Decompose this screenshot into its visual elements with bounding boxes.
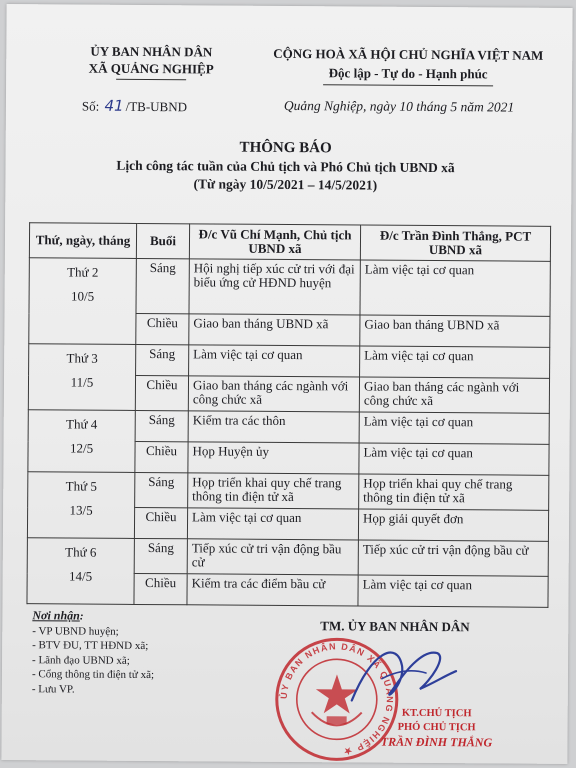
notice-date-range: (Từ ngày 10/5/2021 – 14/5/2021) xyxy=(193,176,378,193)
table-header-row xyxy=(29,223,550,262)
session-cell: Sáng xyxy=(135,410,188,441)
svg-text:ỦY BAN NHÂN DÂN XÃ QUẢNG NGHIỆ: ỦY BAN NHÂN DÂN XÃ QUẢNG NGHIỆP ★ xyxy=(278,641,395,758)
notice-subtitle: Lịch công tác tuần của Chủ tịch và Phó Chủ tịch UBND xã xyxy=(116,157,455,176)
vice-chairman-task: Họp giải quyết đơn xyxy=(358,509,548,541)
notice-title-block xyxy=(65,136,505,195)
vice-chairman-task: Làm việc tại cơ quan xyxy=(359,443,549,475)
authority-underline xyxy=(116,79,186,80)
day-date: 13/5 xyxy=(69,502,93,518)
vice-chairman-task: Họp triển khai quy chế trang thông tin điện tử xã xyxy=(359,474,549,510)
national-motto xyxy=(258,44,558,87)
day-name: Thứ 3 xyxy=(66,350,98,366)
day-cell xyxy=(28,410,135,473)
day-name: Thứ 5 xyxy=(65,478,97,494)
table-row xyxy=(29,344,550,379)
motto-line-2: Độc lập - Tự do - Hạnh phúc xyxy=(328,65,488,82)
day-date: 12/5 xyxy=(69,440,94,456)
chairman-task: Giao ban tháng UBND xã xyxy=(189,314,360,346)
recipient-item: - BTV ĐU, TT HĐND xã; xyxy=(32,639,149,653)
table-row xyxy=(27,538,548,577)
session-cell: Chiều xyxy=(135,375,188,410)
vice-chairman-task: Tiếp xúc cử tri vận động bầu cử xyxy=(358,540,548,576)
chairman-task: Họp Huyện ủy xyxy=(188,442,359,474)
session-cell: Sáng xyxy=(135,472,188,507)
recipients-label: Nơi nhận xyxy=(32,608,80,623)
recipient-item: - Lãnh đạo UBND xã; xyxy=(32,653,130,667)
header-session: Buổi xyxy=(136,223,189,258)
chairman-task: Kiểm tra các điểm bầu cử xyxy=(187,574,358,606)
signer-role-1: KT.CHỦ TỊCH xyxy=(401,707,472,720)
vice-chairman-task: Giao ban tháng các ngành với công chức xã xyxy=(359,377,549,413)
session-cell: Chiều xyxy=(136,313,189,344)
day-cell xyxy=(27,472,134,539)
session-cell: Sáng xyxy=(134,538,187,573)
handwritten-number: 41 xyxy=(104,96,124,115)
day-name: Thứ 2 xyxy=(67,264,99,280)
authority-line-1: ỦY BAN NHÂN DÂN xyxy=(90,43,213,60)
day-cell xyxy=(29,258,137,345)
recipients-block xyxy=(32,608,155,697)
table-row xyxy=(29,258,550,317)
vice-chairman-task: Làm việc tại cơ quan xyxy=(359,412,549,444)
chairman-task: Giao ban tháng các ngành với công chức xã xyxy=(188,376,359,412)
signer-name: TRẦN ĐÌNH THẮNG xyxy=(380,734,493,750)
place-date: Quảng Nghiệp, ngày 10 tháng 5 năm 2021 xyxy=(283,97,515,115)
notice-title: THÔNG BÁO xyxy=(239,139,332,157)
number-label: Số: xyxy=(81,98,100,114)
header-day: Thứ, ngày, tháng xyxy=(29,223,136,259)
session-cell: Chiều xyxy=(135,441,188,472)
chairman-task: Kiểm tra các thôn xyxy=(188,411,359,443)
vice-chairman-task: Làm việc tại cơ quan xyxy=(360,260,550,316)
session-cell: Chiều xyxy=(134,507,187,538)
day-cell xyxy=(27,538,134,605)
vice-chairman-task: Làm việc tại cơ quan xyxy=(358,575,548,607)
issuing-authority xyxy=(46,42,256,80)
signer-block xyxy=(361,707,511,750)
day-date: 11/5 xyxy=(70,374,94,390)
chairman-task: Họp triển khai quy chế trang thông tin điện tử xã xyxy=(188,473,359,509)
signer-role-2: PHÓ CHỦ TỊCH xyxy=(397,721,476,734)
table-row xyxy=(28,472,549,511)
chairman-task: Làm việc tại cơ quan xyxy=(189,345,360,377)
header-vice-chairman: Đ/c Trần Đình Thắng, PCT UBND xã xyxy=(360,225,550,261)
chairman-task: Tiếp xúc cử tri vận động bầu cử xyxy=(187,539,358,575)
authority-line-2: XÃ QUẢNG NGHIỆP xyxy=(88,60,214,77)
chairman-task: Hội nghị tiếp xúc cử tri với đại biểu ứng cử HĐND huyện xyxy=(189,259,360,315)
session-cell: Sáng xyxy=(136,344,189,375)
document-number xyxy=(82,97,187,116)
session-cell: Chiều xyxy=(134,573,187,604)
header-chairman: Đ/c Vũ Chí Mạnh, Chủ tịch UBND xã xyxy=(189,224,360,260)
recipient-item: - VP UBND huyện; xyxy=(32,624,119,638)
vice-chairman-task: Làm việc tại cơ quan xyxy=(360,346,550,378)
motto-line-1: CỘNG HOÀ XÃ HỘI CHỦ NGHĨA VIỆT NAM xyxy=(273,45,544,63)
table-row xyxy=(28,410,549,445)
day-name: Thứ 6 xyxy=(65,544,97,560)
day-date: 10/5 xyxy=(70,288,95,304)
session-cell: Sáng xyxy=(136,258,189,313)
number-suffix: /TB-UBND xyxy=(125,98,188,115)
recipients-colon: : xyxy=(79,610,84,623)
schedule-table xyxy=(26,222,551,608)
day-cell xyxy=(28,344,135,411)
signing-organization: TM. ỦY BAN NHÂN DÂN xyxy=(320,618,470,635)
chairman-task: Làm việc tại cơ quan xyxy=(187,508,358,540)
recipient-item: - Cổng thông tin điện tử xã; xyxy=(31,668,155,682)
document-page xyxy=(1,4,572,764)
day-name: Thứ 4 xyxy=(66,416,98,432)
recipient-item: - Lưu VP. xyxy=(31,682,75,696)
day-date: 14/5 xyxy=(69,568,93,584)
motto-underline xyxy=(323,84,493,86)
vice-chairman-task: Giao ban tháng UBND xã xyxy=(360,315,550,347)
